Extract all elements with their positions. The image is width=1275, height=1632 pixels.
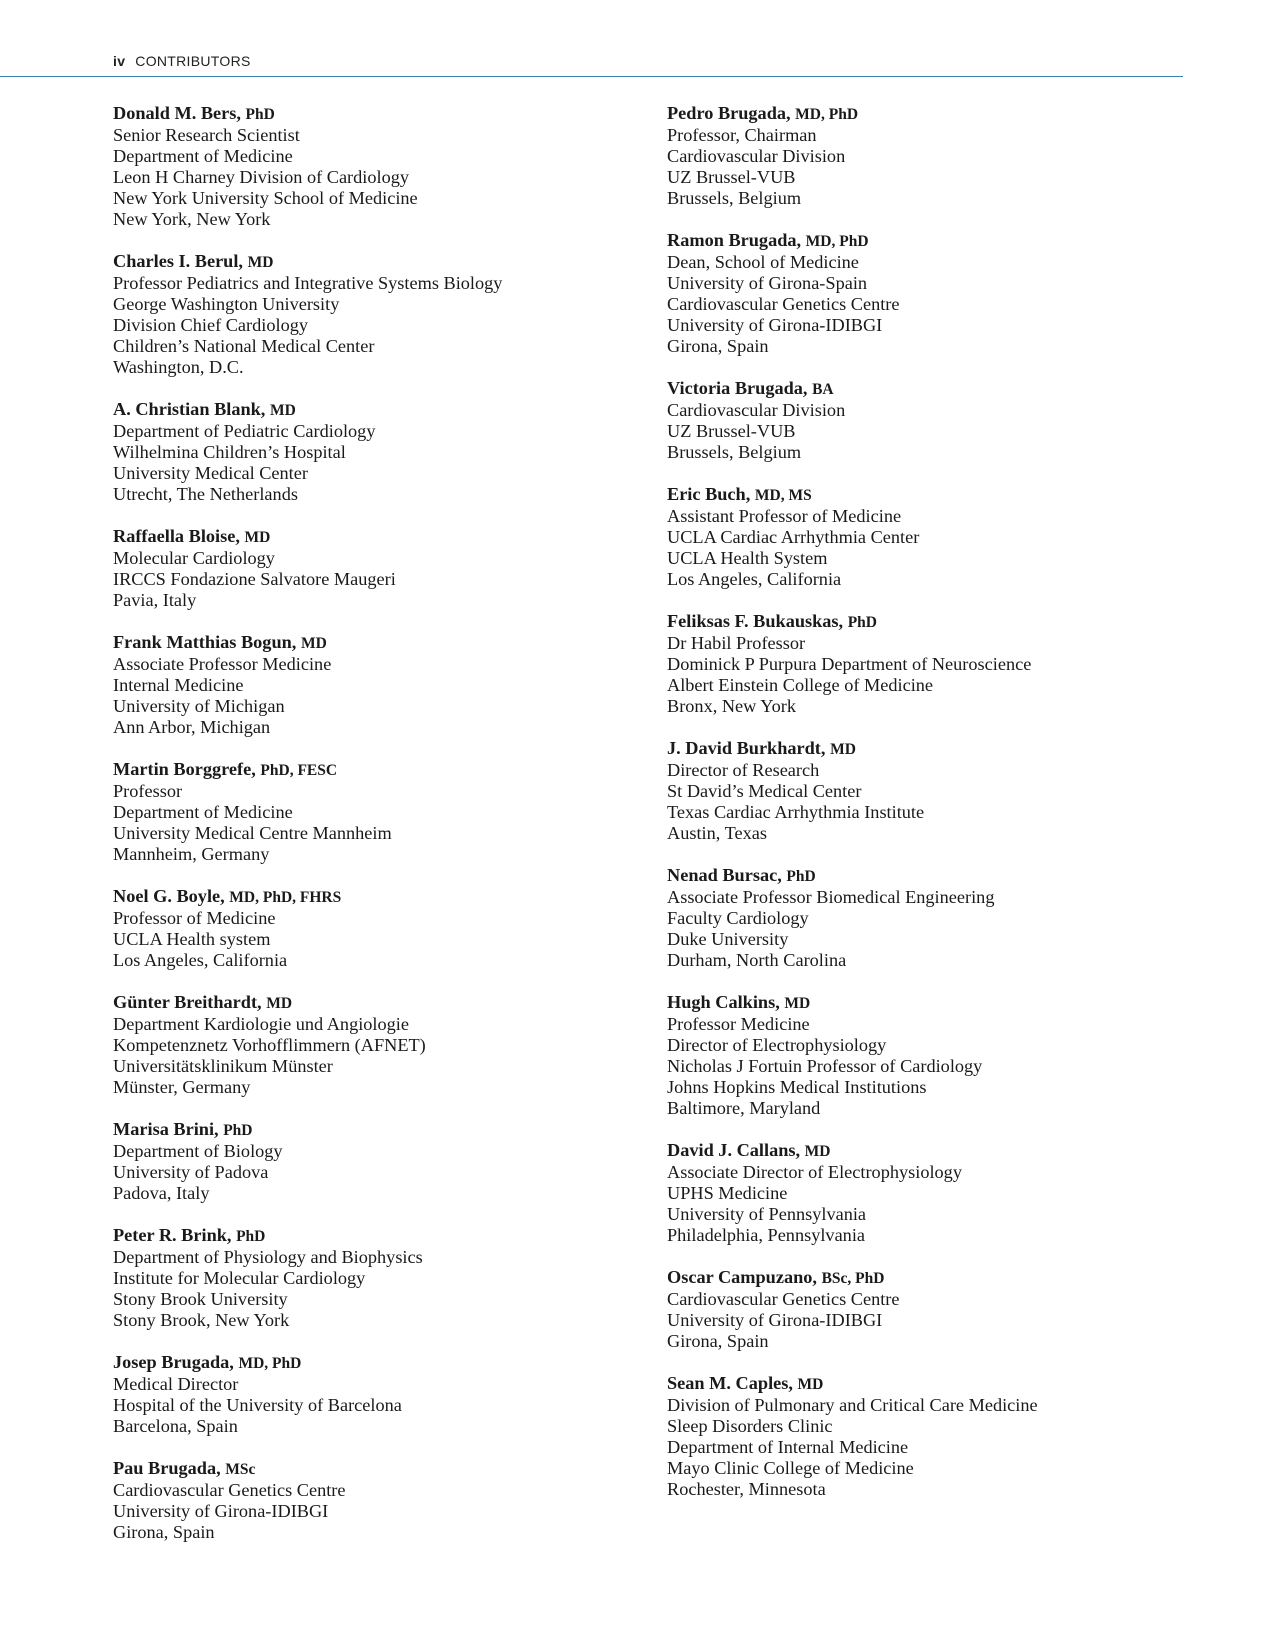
contributor-credentials: MD, PhD (795, 106, 859, 123)
contributor-credentials: MD, PhD (238, 1355, 302, 1372)
affiliation-line: Associate Professor Biomedical Engineering (667, 887, 995, 907)
contributor-entry (113, 1352, 653, 1437)
contributor-entry (113, 992, 653, 1098)
affiliation-line: Institute for Molecular Cardiology (113, 1268, 366, 1288)
affiliation-line: Rochester, Minnesota (667, 1479, 826, 1499)
affiliation-line: Associate Professor Medicine (113, 654, 332, 674)
contributor-credentials: PhD (223, 1122, 253, 1139)
affiliation-line: UZ Brussel-VUB (667, 167, 796, 187)
affiliation-line: Professor, Chairman (667, 125, 817, 145)
affiliation-line: Department Kardiologie und Angiologie (113, 1014, 409, 1034)
section-title: CONTRIBUTORS (135, 53, 251, 69)
contributor-entry (113, 886, 653, 971)
contributors-right-column (667, 103, 1227, 1521)
contributor-credentials: BSc, PhD (821, 1270, 885, 1287)
affiliation-line: Münster, Germany (113, 1077, 251, 1097)
affiliation-line: Molecular Cardiology (113, 548, 275, 568)
contributor-name: Noel G. Boyle, (113, 886, 225, 906)
affiliation-line: Kompetenznetz Vorhofflimmern (AFNET) (113, 1035, 426, 1055)
affiliation-line: Pavia, Italy (113, 590, 197, 610)
affiliation-line: Department of Physiology and Biophysics (113, 1247, 423, 1267)
affiliation-line: University of Girona-IDIBGI (667, 1310, 883, 1330)
contributor-heading (113, 103, 653, 125)
contributor-name: Frank Matthias Bogun, (113, 632, 297, 652)
affiliation-line: St David’s Medical Center (667, 781, 862, 801)
affiliation-line: Sleep Disorders Clinic (667, 1416, 833, 1436)
affiliation-line: University of Girona-Spain (667, 273, 868, 293)
contributor-credentials: MD (247, 254, 274, 271)
contributor-heading (113, 886, 653, 908)
affiliation-line: Nicholas J Fortuin Professor of Cardiology (667, 1056, 983, 1076)
header-rule (0, 76, 1183, 77)
affiliation-line: Dominick P Purpura Department of Neuroscience (667, 654, 1032, 674)
contributor-name: Hugh Calkins, (667, 992, 780, 1012)
affiliation-line: Medical Director (113, 1374, 239, 1394)
affiliation-line: Director of Research (667, 760, 820, 780)
contributor-heading (113, 399, 653, 421)
contributor-credentials: MD, PhD, FHRS (229, 889, 342, 906)
affiliation-line: Durham, North Carolina (667, 950, 847, 970)
affiliation-line: Brussels, Belgium (667, 442, 802, 462)
contributor-entry (113, 1119, 653, 1204)
contributor-name: Raffaella Bloise, (113, 526, 240, 546)
contributor-heading (667, 1373, 1227, 1395)
contributor-entry (667, 1140, 1227, 1246)
contributor-entry (667, 1267, 1227, 1352)
contributor-name: Pedro Brugada, (667, 103, 791, 123)
contributor-credentials: MD (784, 995, 811, 1012)
affiliation-line: Director of Electrophysiology (667, 1035, 887, 1055)
affiliation-line: Albert Einstein College of Medicine (667, 675, 934, 695)
contributor-credentials: MD (244, 529, 271, 546)
contributor-entry (667, 378, 1227, 463)
contributor-entry (113, 526, 653, 611)
affiliation-line: Department of Internal Medicine (667, 1437, 909, 1457)
contributor-name: Victoria Brugada, (667, 378, 808, 398)
contributor-credentials: MD (300, 635, 327, 652)
affiliation-line: Mannheim, Germany (113, 844, 270, 864)
affiliation-line: UCLA Health System (667, 548, 828, 568)
affiliation-line: Duke University (667, 929, 789, 949)
affiliation-line: University of Girona-IDIBGI (667, 315, 883, 335)
contributor-heading (113, 1458, 653, 1480)
contributor-entry (667, 484, 1227, 590)
affiliation-line: IRCCS Fondazione Salvatore Maugeri (113, 569, 396, 589)
contributor-credentials: MD (269, 402, 296, 419)
affiliation-line: Associate Director of Electrophysiology (667, 1162, 962, 1182)
affiliation-line: Girona, Spain (667, 336, 769, 356)
contributor-entry (667, 992, 1227, 1119)
affiliation-line: Los Angeles, California (667, 569, 842, 589)
contributor-heading (113, 632, 653, 654)
affiliation-line: Cardiovascular Genetics Centre (113, 1480, 346, 1500)
contributor-name: Eric Buch, (667, 484, 751, 504)
contributor-heading (667, 230, 1227, 252)
contributor-name: Pau Brugada, (113, 1458, 221, 1478)
affiliation-line: Leon H Charney Division of Cardiology (113, 167, 410, 187)
affiliation-line: University Medical Center (113, 463, 308, 483)
contributor-entry (667, 611, 1227, 717)
contributor-entry (113, 759, 653, 865)
affiliation-line: Children’s National Medical Center (113, 336, 375, 356)
contributor-name: A. Christian Blank, (113, 399, 266, 419)
affiliation-line: Cardiovascular Division (667, 146, 846, 166)
affiliation-line: University of Pennsylvania (667, 1204, 867, 1224)
affiliation-line: Bronx, New York (667, 696, 796, 716)
affiliation-line: Faculty Cardiology (667, 908, 809, 928)
affiliation-line: George Washington University (113, 294, 340, 314)
contributor-name: David J. Callans, (667, 1140, 801, 1160)
contributor-name: Charles I. Berul, (113, 251, 243, 271)
affiliation-line: Dr Habil Professor (667, 633, 806, 653)
contributor-name: Martin Borggrefe, (113, 759, 256, 779)
contributor-heading (667, 865, 1227, 887)
page-number: iv (113, 53, 126, 69)
contributor-entry (113, 1225, 653, 1331)
contributor-name: Sean M. Caples, (667, 1373, 793, 1393)
contributor-heading (667, 103, 1227, 125)
contributor-entry (113, 399, 653, 505)
contributor-entry (113, 1458, 653, 1543)
contributor-heading (667, 992, 1227, 1014)
contributor-heading (113, 1119, 653, 1141)
affiliation-line: University Medical Centre Mannheim (113, 823, 392, 843)
contributor-heading (667, 378, 1227, 400)
affiliation-line: Johns Hopkins Medical Institutions (667, 1077, 927, 1097)
contributor-credentials: PhD (245, 106, 275, 123)
affiliation-line: Department of Medicine (113, 146, 293, 166)
contributor-heading (113, 526, 653, 548)
affiliation-line: Division of Pulmonary and Critical Care Medicine (667, 1395, 1038, 1415)
affiliation-line: Internal Medicine (113, 675, 244, 695)
contributor-entry (667, 103, 1227, 209)
affiliation-line: Ann Arbor, Michigan (113, 717, 271, 737)
contributors-left-column (113, 103, 653, 1564)
affiliation-line: Utrecht, The Netherlands (113, 484, 298, 504)
affiliation-line: UCLA Health system (113, 929, 271, 949)
contributor-credentials: MD (804, 1143, 831, 1160)
contributor-credentials: MD (266, 995, 293, 1012)
contributor-name: Oscar Campuzano, (667, 1267, 817, 1287)
contributor-name: Ramon Brugada, (667, 230, 802, 250)
affiliation-line: Wilhelmina Children’s Hospital (113, 442, 346, 462)
contributor-credentials: MD, PhD (805, 233, 869, 250)
contributor-credentials: MD (830, 741, 856, 758)
contributor-entry (667, 738, 1227, 844)
contributor-heading (113, 251, 653, 273)
contributor-credentials: BA (812, 381, 834, 398)
contributor-credentials: PhD (236, 1228, 266, 1245)
affiliation-line: Mayo Clinic College of Medicine (667, 1458, 914, 1478)
contributor-credentials: MD (797, 1376, 824, 1393)
affiliation-line: Cardiovascular Genetics Centre (667, 1289, 900, 1309)
contributor-credentials: MD, MS (754, 487, 812, 504)
affiliation-line: University of Michigan (113, 696, 285, 716)
contributor-entry (667, 230, 1227, 357)
affiliation-line: Professor (113, 781, 183, 801)
contributor-name: Günter Breithardt, (113, 992, 262, 1012)
contributor-entry (667, 865, 1227, 971)
contributor-credentials: MSc (225, 1461, 256, 1478)
affiliation-line: Professor Medicine (667, 1014, 810, 1034)
contributor-heading (667, 1267, 1227, 1289)
affiliation-line: Washington, D.C. (113, 357, 244, 377)
contributor-name: Peter R. Brink, (113, 1225, 232, 1245)
contributor-entry (113, 251, 653, 378)
affiliation-line: Brussels, Belgium (667, 188, 802, 208)
affiliation-line: Senior Research Scientist (113, 125, 300, 145)
contributor-heading (113, 1225, 653, 1247)
contributor-name: Marisa Brini, (113, 1119, 219, 1139)
contributor-name: Donald M. Bers, (113, 103, 241, 123)
contributor-entry (113, 632, 653, 738)
affiliation-line: Department of Medicine (113, 802, 293, 822)
affiliation-line: Assistant Professor of Medicine (667, 506, 902, 526)
affiliation-line: Dean, School of Medicine (667, 252, 859, 272)
affiliation-line: Division Chief Cardiology (113, 315, 308, 335)
contributor-credentials: PhD, FESC (260, 762, 338, 779)
affiliation-line: New York University School of Medicine (113, 188, 418, 208)
affiliation-line: Department of Pediatric Cardiology (113, 421, 376, 441)
contributor-credentials: PhD (786, 868, 816, 885)
affiliation-line: Barcelona, Spain (113, 1416, 238, 1436)
affiliation-line: Padova, Italy (113, 1183, 210, 1203)
running-head (113, 53, 251, 69)
contributor-heading (667, 1140, 1227, 1162)
contributor-entry (113, 103, 653, 230)
contributor-entry (667, 1373, 1227, 1500)
affiliation-line: Los Angeles, California (113, 950, 288, 970)
affiliation-line: Girona, Spain (667, 1331, 769, 1351)
affiliation-line: Baltimore, Maryland (667, 1098, 821, 1118)
contributor-credentials: PhD (847, 614, 877, 631)
affiliation-line: Philadelphia, Pennsylvania (667, 1225, 866, 1245)
affiliation-line: Stony Brook University (113, 1289, 288, 1309)
affiliation-line: Cardiovascular Genetics Centre (667, 294, 900, 314)
contributor-name: Feliksas F. Bukauskas, (667, 611, 844, 631)
affiliation-line: UCLA Cardiac Arrhythmia Center (667, 527, 920, 547)
affiliation-line: Department of Biology (113, 1141, 283, 1161)
contributor-heading (113, 1352, 653, 1374)
contributor-heading (667, 611, 1227, 633)
contributor-heading (113, 992, 653, 1014)
affiliation-line: UZ Brussel-VUB (667, 421, 796, 441)
affiliation-line: University of Padova (113, 1162, 269, 1182)
affiliation-line: Texas Cardiac Arrhythmia Institute (667, 802, 925, 822)
affiliation-line: Professor Pediatrics and Integrative Systems Biology (113, 273, 503, 293)
contributor-name: Josep Brugada, (113, 1352, 234, 1372)
affiliation-line: Cardiovascular Division (667, 400, 846, 420)
affiliation-line: University of Girona-IDIBGI (113, 1501, 329, 1521)
affiliation-line: Austin, Texas (667, 823, 767, 843)
affiliation-line: New York, New York (113, 209, 271, 229)
affiliation-line: UPHS Medicine (667, 1183, 788, 1203)
contributor-name: J. David Burkhardt, (667, 738, 826, 758)
affiliation-line: Girona, Spain (113, 1522, 215, 1542)
affiliation-line: Universitätsklinikum Münster (113, 1056, 333, 1076)
affiliation-line: Stony Brook, New York (113, 1310, 290, 1330)
contributor-name: Nenad Bursac, (667, 865, 782, 885)
affiliation-line: Hospital of the University of Barcelona (113, 1395, 402, 1415)
contributor-heading (667, 738, 1227, 760)
affiliation-line: Professor of Medicine (113, 908, 276, 928)
contributor-heading (113, 759, 653, 781)
contributor-heading (667, 484, 1227, 506)
